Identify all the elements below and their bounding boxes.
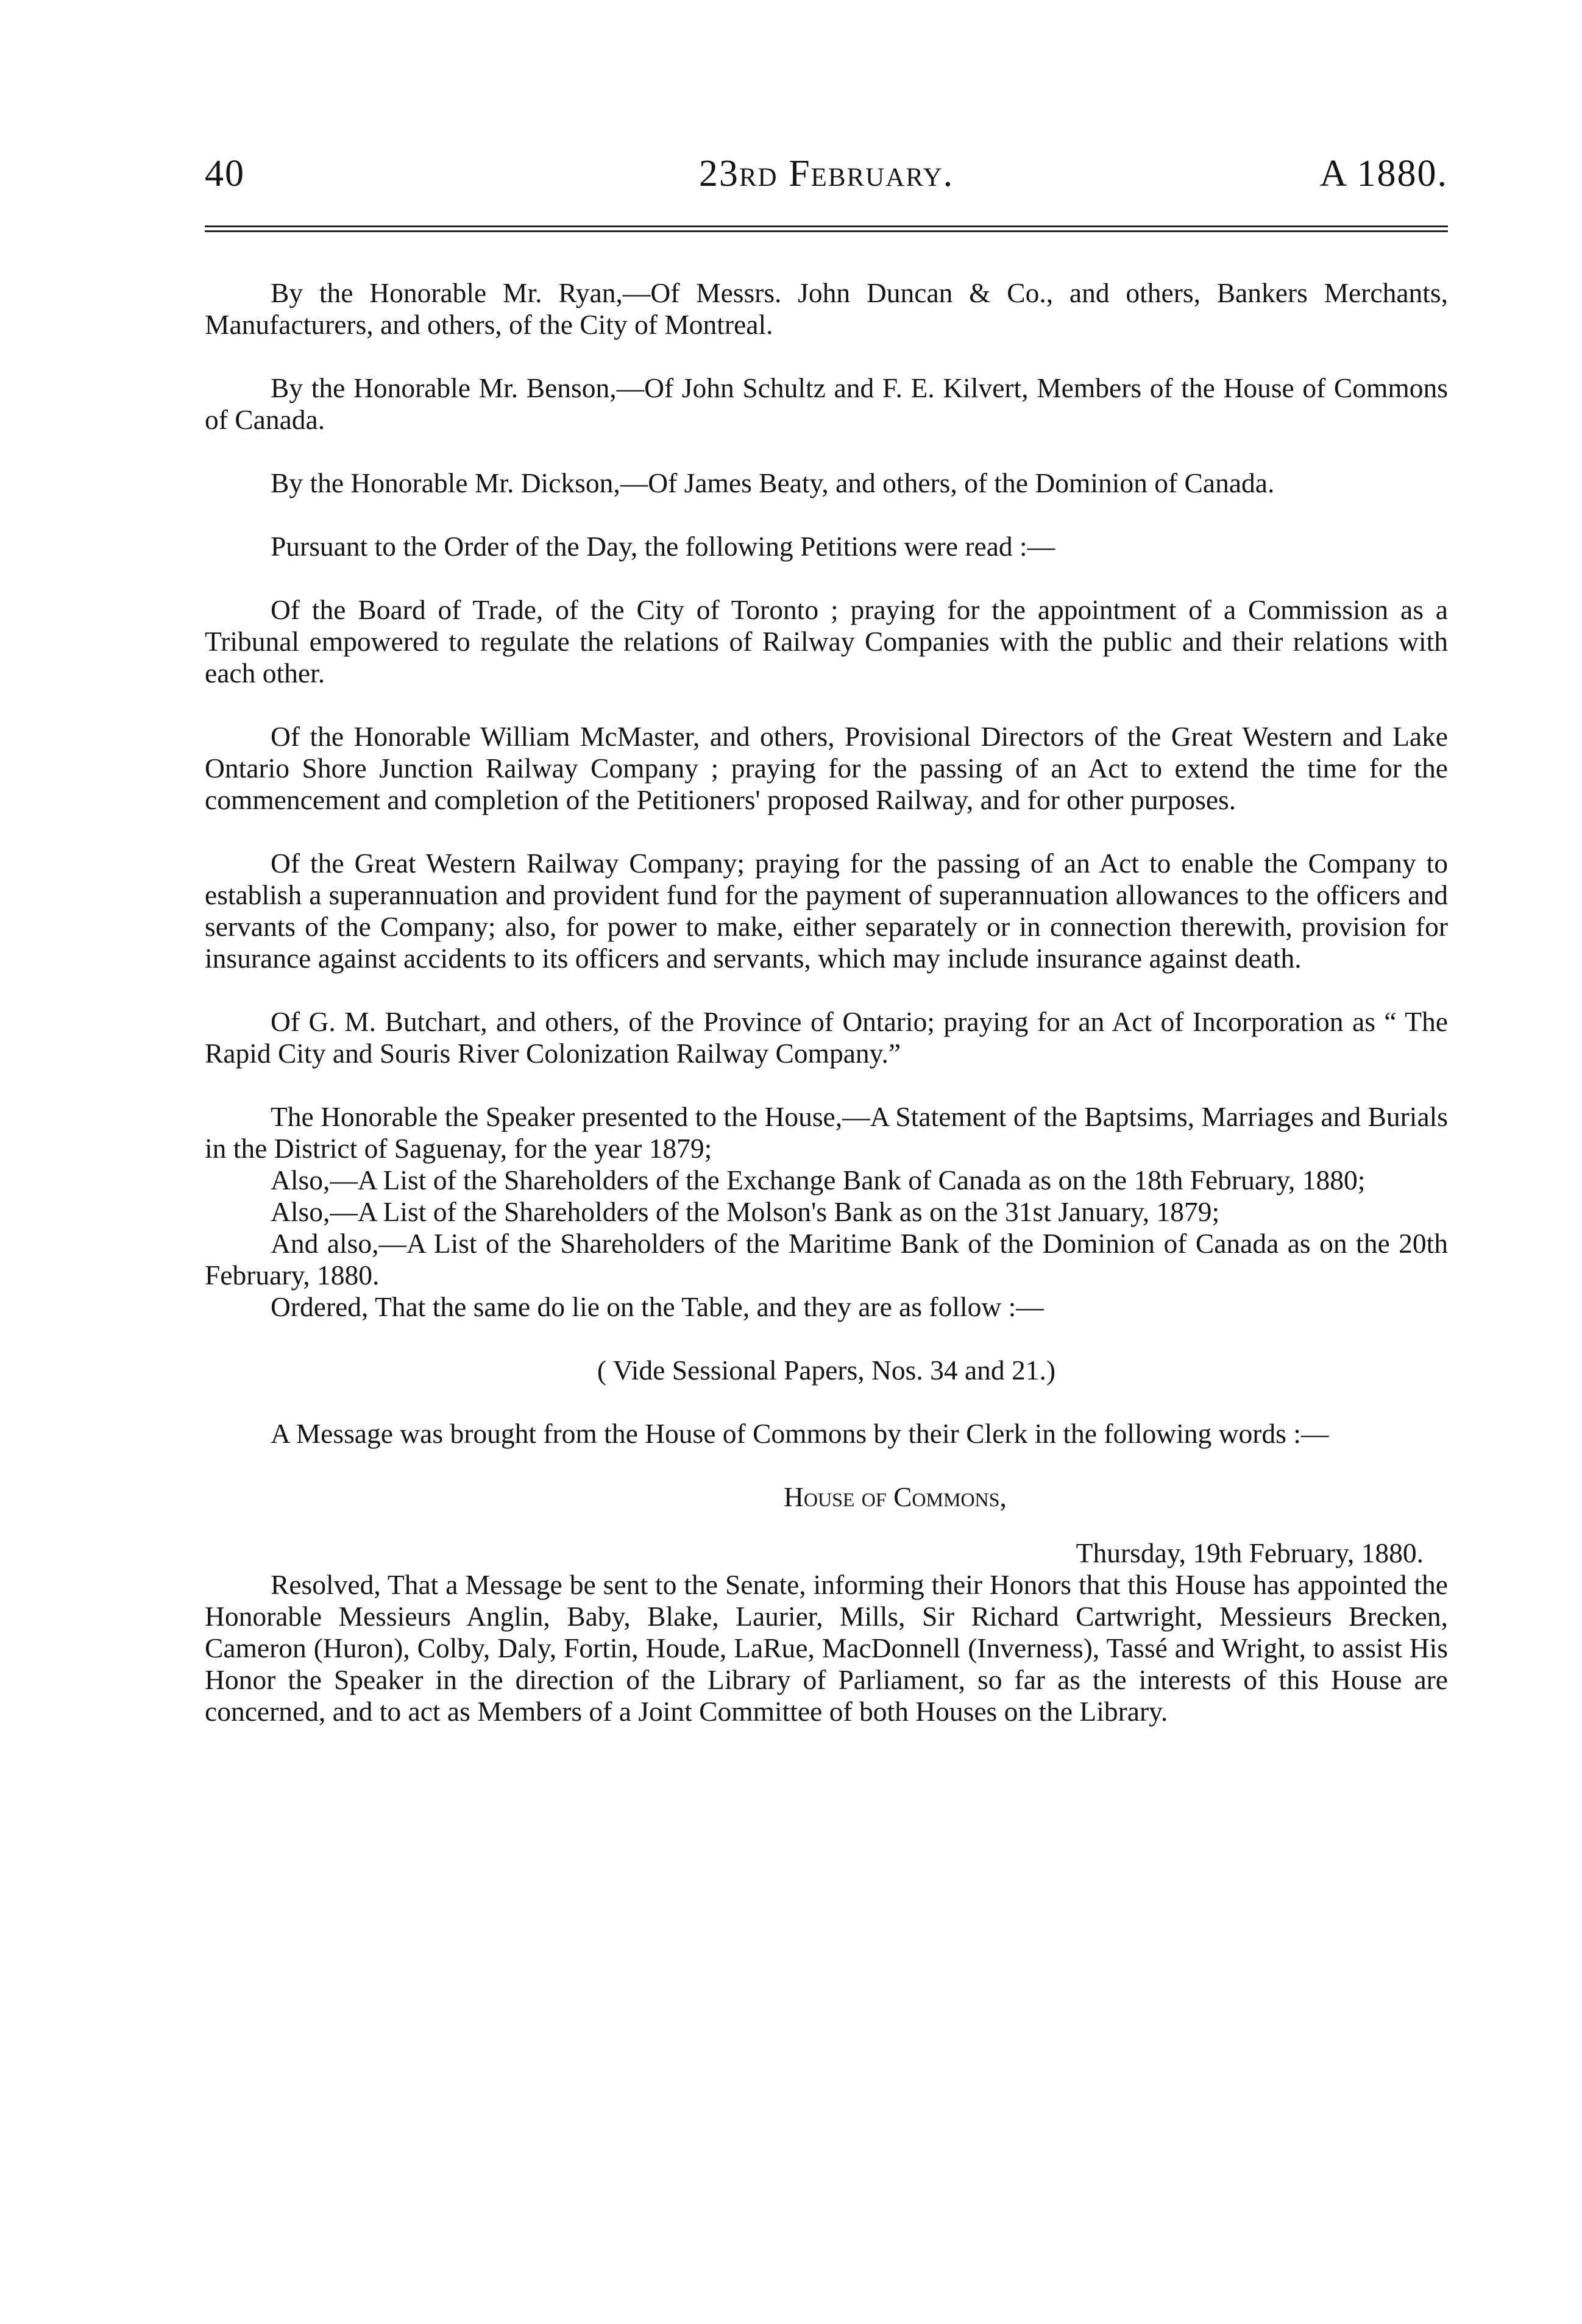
petition-mcmaster: Of the Honorable William McMaster, and others, Provisional Directors of the Great Western and Lake Ontario Shore Junction Railway Company ; praying for the passing of an Act to extend the time for the commencement and completion of the Petitioners' proposed Railway, and for other purposes. [205,721,1448,815]
message-intro: A Message was brought from the House of Commons by their Clerk in the following words :— [271,1418,1329,1449]
list-molsons-bank: Also,—A List of the Shareholders of the Molson's Bank as on the 31st January, 1879; [271,1196,1220,1227]
speaker-statement: The Honorable the Speaker presented to the House,—A Statement of the Baptsims, Marriages and Burials in the District of Saguenay, for the year 1879; [205,1101,1448,1164]
petition-great-western: Of the Great Western Railway Company; praying for the passing of an Act to enable the Company to establish a superannuation and provident fund for the payment of superannuation allowances to the officers and servants of the Company; also, for power to make, either separately or in connection therewith, provision for insurance against accidents to its officers and servants, which may include insurance against death. [205,848,1448,974]
petition-benson: By the Honorable Mr. Benson,—Of John Schultz and F. E. Kilvert, Members of the House of Commons of Canada. [205,372,1448,435]
petition-butchart: Of G. M. Butchart, and others, of the Province of Ontario; praying for an Act of Incorporation as “ The Rapid City and Souris River Colonization Railway Company.” [205,1006,1448,1069]
header-rule-lower [205,230,1448,232]
petition-dickson: By the Honorable Mr. Dickson,—Of James Beaty, and others, of the Dominion of Canada. [271,467,1275,498]
ordered-note: Ordered, That the same do lie on the Table, and they are as follow :— [271,1291,1044,1322]
list-exchange-bank: Also,—A List of the Shareholders of the Exchange Bank of Canada as on the 18th February, 1880; [271,1164,1366,1196]
petition-board-of-trade: Of the Board of Trade, of the City of Toronto ; praying for the appointment of a Commission as a Tribunal empowered to regulate the relations of Railway Companies with the public and their relations with each other. [205,594,1448,689]
order-of-day-note: Pursuant to the Order of the Day, the following Petitions were read :— [271,531,1055,562]
journal-body [205,277,1448,1727]
message-origin: House of Commons, [784,1481,1007,1512]
page-header [205,152,1448,207]
page-number: 40 [205,153,245,194]
sessional-papers-reference: ( Vide Sessional Papers, Nos. 34 and 21.) [597,1355,1056,1386]
header-rule [205,225,1448,227]
year-mark: A 1880. [1319,153,1448,194]
resolution-text: Resolved, That a Message be sent to the Senate, informing their Honors that this House has appointed the Honorable Messieurs Anglin, Baby, Blake, Laurier, Mills, Sir Richard Cartwright, Messieurs Brecken, Cameron (Huron), Colby, Daly, Fortin, Houde, LaRue, MacDonnell (Inverness), Tassé and Wright, to assist His Honor the Speaker in the direction of the Library of Parliament, so far as the interests of this House are concerned, and to act as Members of a Joint Committee of both Houses on the Library. [205,1569,1448,1727]
page-date-heading: 23rd February. [698,153,954,194]
message-date: Thursday, 19th February, 1880. [1076,1537,1424,1568]
petition-ryan: By the Honorable Mr. Ryan,—Of Messrs. John Duncan & Co., and others, Bankers Merchants, Manufacturers, and others, of the City of Montreal. [205,277,1448,340]
list-maritime-bank: And also,—A List of the Shareholders of the Maritime Bank of the Dominion of Canada as on the 20th February, 1880. [205,1228,1448,1291]
